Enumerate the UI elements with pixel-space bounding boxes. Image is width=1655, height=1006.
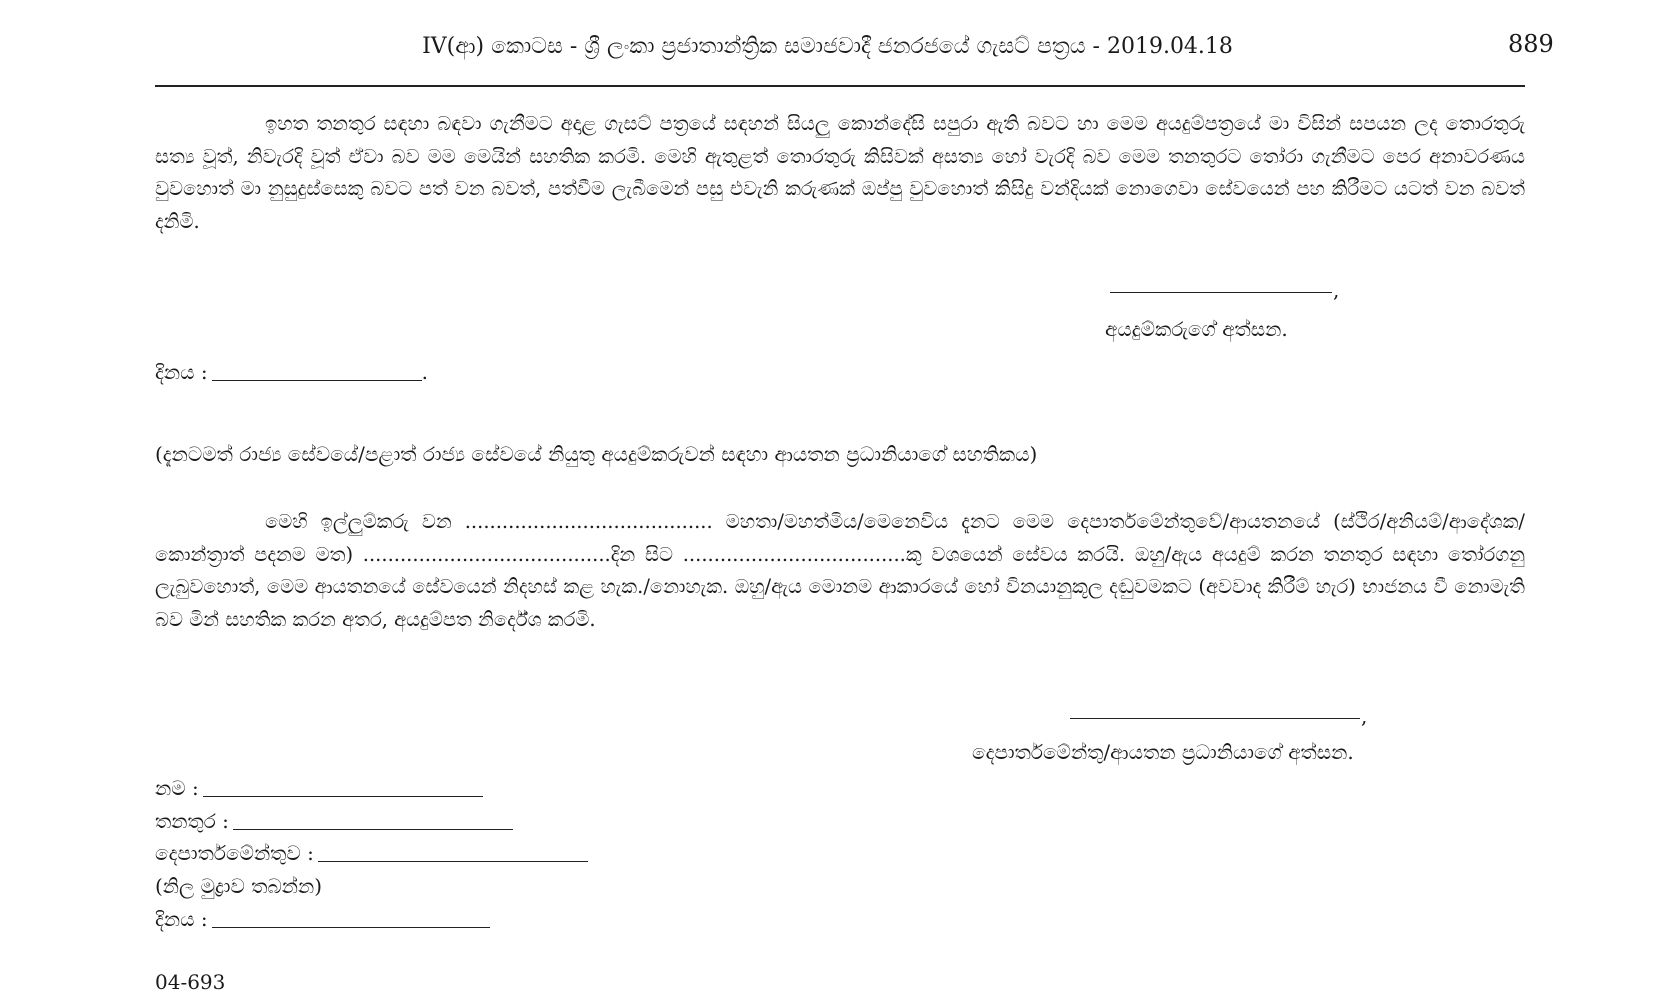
start-date-dots: ........................................: [362, 542, 611, 566]
designation-dots: ....................................: [682, 542, 906, 566]
certificate-text-2: මහතා/මහත්මිය/මෙනෙවිය දැනට මෙම දෙපාර්තමේන්තුවේ/ආයතනයේ (ස්ථිර/අනියම්/ආදේශක/කොන්ත්‍රාත් පදනම මත): [155, 510, 1526, 566]
post-field-row: [155, 809, 513, 833]
declaration-paragraph: [155, 108, 1525, 238]
name-field-row: [155, 776, 483, 800]
certificate-text-1: මෙහි ඉල්ලුම්කරු වන: [265, 510, 465, 533]
department-fill-line: [318, 847, 588, 862]
applicant-name-dots: ........................................: [464, 510, 713, 533]
document-code: 04-693: [155, 970, 226, 994]
date-field-row: [155, 907, 490, 931]
date-fill-line: [212, 913, 490, 928]
page-number: 889: [1508, 30, 1554, 58]
name-fill-line: [203, 782, 483, 797]
date-fill-line: [212, 366, 422, 381]
name-label: නම :: [155, 776, 199, 800]
certificate-paragraph: [155, 506, 1525, 636]
post-fill-line: [233, 815, 513, 830]
head-signature-caption: දෙපාර්තමේන්තු/ආයතන ප්‍රධානියාගේ අත්සන.: [972, 740, 1354, 764]
certificate-text-3: දින සිට: [610, 542, 683, 566]
department-field-row: [155, 841, 588, 865]
date-label: දිනය :: [155, 907, 208, 931]
post-label: තනතුර :: [155, 809, 229, 833]
department-label: දෙපාර්තමේන්තුව :: [155, 841, 314, 865]
gazette-header-title: IV(ආ) කොටස - ශ්‍රී ලංකා ප්‍රජාතාන්ත්‍රික සමාජවාදී ජනරජයේ ගැසට් පත්‍රය - 2019.04.18: [422, 34, 1233, 59]
certificate-text-4: කු වශයෙන් සේවය කරයි. ඔහු/ඇය අයදුම් කරන තනතුර සඳහා තෝරගනු ලැබුවහොත්, මෙම ආයතනයේ සේවයෙන් නිදහස් කළ හැක./නොහැක. ඔහු/ඇය මොනම ආකාරයේ හෝ විනයානුකූල දඬුවමකට (අවවාද කිරීම් හැර) භාජනය වී නොමැති බව මින් සහතික කරන අතර, අයදුම්පත නිර්දේශ කරමි.: [155, 542, 1526, 631]
applicant-signature-line: [1110, 292, 1332, 293]
seal-note: (නිල මුද්‍රාව තබන්න): [155, 874, 323, 898]
date-label: දිනය :: [155, 360, 208, 384]
declaration-date-row: දිනය : .: [155, 360, 428, 384]
certificate-heading: (දැනටමත් රාජ්‍ය සේවයේ/පළාත් රාජ්‍ය සේවයේ නියුතු අයදුම්කරුවන් සඳහා ආයතන ප්‍රධානියාගේ සහතිකය): [155, 442, 1038, 466]
comma: ,: [1361, 704, 1368, 728]
head-signature-line: [1070, 718, 1360, 719]
declaration-text: ඉහත තනතුර සඳහා බඳවා ගැනීමට අදාළ ගැසට් පත්‍රයේ සඳහන් සියලු කොන්දේසි සපුරා ඇති බවට හා මෙම අයදුම්පත්‍රයේ මා විසින් සපයන ලද තොරතුරු සත්‍ය වූත්, නිවැරදි වූත් ඒවා බව මම මෙයින් සහතික කරමි. මෙහි ඇතුළත් තොරතුරු කිසිවක් අසත්‍ය හෝ වැරදි බව මෙම තනතුරට තෝරා ගැනීමට පෙර අනාවරණය වුවහොත් මා නුසුදුස්සෙකු බවට පත් වන බවත්, පත්වීම ලැබීමෙන් පසු එවැනි කරුණක් ඔප්පු වුවහොත් කිසිදු වන්දියක් නොගෙවා සේවයෙන් පහ කිරීමට යටත් වන බවත් දනිමි.: [155, 112, 1526, 233]
comma: ,: [1333, 278, 1340, 302]
applicant-signature-caption: අයදුම්කරුගේ අත්සන.: [1105, 317, 1288, 341]
header-rule: [155, 85, 1525, 87]
